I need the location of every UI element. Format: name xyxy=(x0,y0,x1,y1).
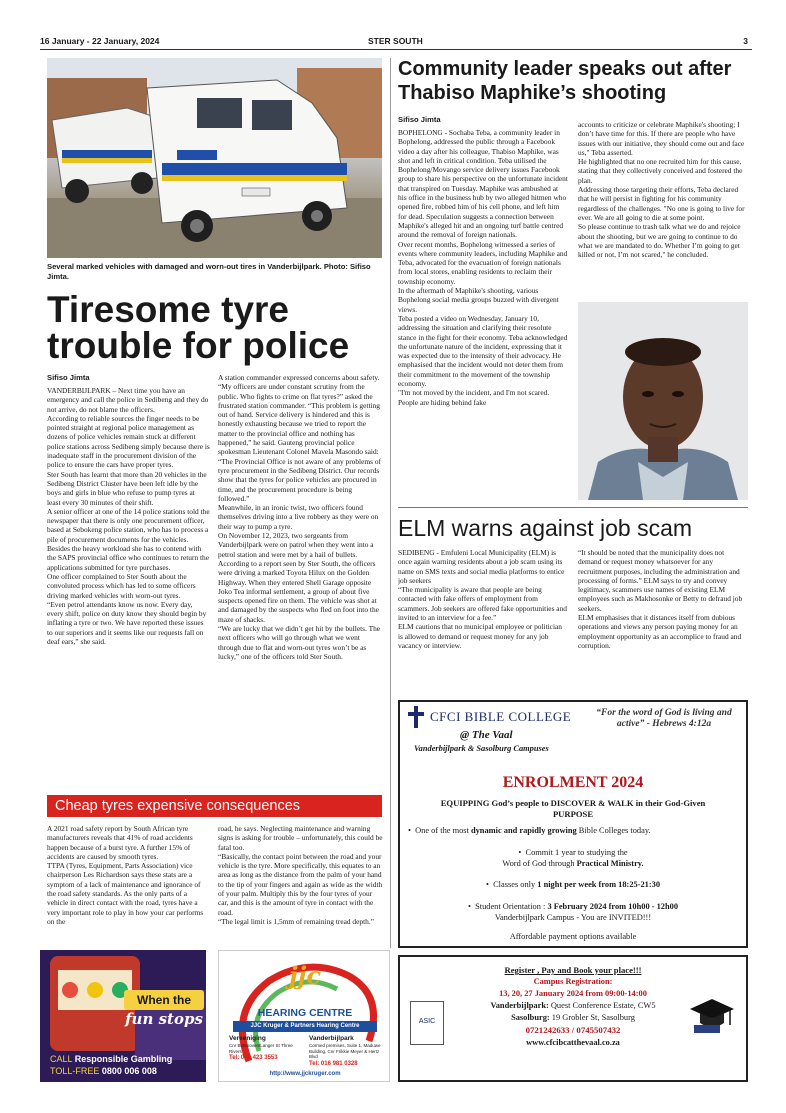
cheap-tyres-heading: Cheap tyres expensive consequences xyxy=(47,795,382,817)
call-label: CALL xyxy=(50,1054,73,1064)
bullet-3-pre: Classes only xyxy=(493,880,538,889)
community-byline: Sifiso Jimta xyxy=(398,115,441,124)
community-headline: Community leader speaks out after Thabiso Maphike’s shooting xyxy=(398,58,732,104)
responsible-gambling-ad xyxy=(40,950,206,1082)
tyre-story-col1: VANDERBIJLPARK – Next time you have an emergency and call the police in Sedibeng and they do not arrive, do not blame the officers. According to reliable sources the finger needs to be pointed straight at regional police management as dozens of police vehicles remain stuck at different police stations across Sedibeng simply because there is inadequate staff in the procurement division of the police to ensure the cars have proper tyres. Ster South has learnt that more than 20 vehicles in the Sedibeng District Cluster have been left idle by the boys and girls in blue who refuse to pump tyres at least every 30 minutes of their shift. A senior officer at one of the 14 police stations told the newspaper that there is only one procurement officer, based at Sebokeng police station, who has to process a pile of procurement documents for the vehicles. Besides the heavy workload she has to contend with the SAPS provincial office who continues to return the applications submitted for tyre purchases. One officer complained to Ster South about the convoluted process which has led to some officers driving marked vehicles with worn-out tyres. “Even petrol attendants know us now. Every day, every shift, police on duty know they should begin by inflating a tyre or two. We have reported these issues to our superiors and it seems like our requests fall on deaf ears,” she said. xyxy=(47,386,210,647)
portrait-illustration xyxy=(578,302,748,500)
tollfree-label: TOLL-FREE xyxy=(50,1066,100,1076)
college-name: CFCI BIBLE COLLEGE xyxy=(430,709,572,724)
orientation-invite: Vanderbijlpark Campus - You are INVITED!!! xyxy=(494,913,652,922)
tollfree-line xyxy=(50,1066,200,1076)
bullet-1-post: Bible Colleges today. xyxy=(576,826,651,835)
vanderbijlpark-title: Vanderbijlpark xyxy=(309,1035,354,1042)
vereeniging-title: Vereeniging xyxy=(229,1035,266,1042)
bullet-3-bold: 1 night per week from 18:25-21:30 xyxy=(537,880,661,889)
hearing-website[interactable]: http://www.jjckruger.com xyxy=(269,1071,341,1077)
elm-col1: SEDIBENG - Emfuleni Local Municipality (ELM) is once again warning residents about a job scam using its name on SMS texts and social media platforms to entice job seekers “The municipality is aware that people are being contacted with fake offers of employment from scammers. Job seekers are offered fake opportunities and invited to an interview for a fee.” ELM cautions that no municipal employee or politician is allowed to demand or request money for any job vacancy or interview. xyxy=(398,548,567,650)
bullet-1-bold: dynamic and rapidly growing xyxy=(470,826,577,835)
bullet-2-line2 xyxy=(400,859,746,868)
cheap-tyres-col2: road, he says. Neglecting maintenance and warning signs is asking for trouble – unfortunately, this could be fatal too. “Basically, the contact point between the road and your vehicle is the tyre. More specifically, this equates to an area as long as the distance from the palm of your hand to the tip of your fingers and again as wide as the width of your palm. Multiply this by the four tyres of your car, and this is the amount of tyre in contact with the road. “The legal limit is 1,5mm of remaining tread depth.” xyxy=(218,824,383,926)
enrolment-title: ENROLMENT 2024 xyxy=(502,774,644,791)
issue-date: 16 January - 22 January, 2024 xyxy=(40,36,160,46)
asic-seal: ASIC xyxy=(410,1001,444,1045)
vanderbijlpark-tel: Tel: 016 981 0328 xyxy=(309,1061,358,1067)
tyre-byline: Sifiso Jimta xyxy=(47,373,90,382)
when-the-label: When the xyxy=(124,990,204,1010)
college-place: @ The Vaal xyxy=(460,729,513,741)
elm-col2: “It should be noted that the municipality does not demand or request money whatsoever for any recruitment purposes, including the administration and processing of forms.” ELM says to try and convey legitimacy, scammers use names of existing ELM employees such as Makhosonke or Betty to defraud job seekers. ELM emphasises that it distances itself from dubious operations and views any person paying money for an employment opportunity as an accomplice to fraud and corruption. xyxy=(578,548,743,650)
teba-portrait xyxy=(578,302,748,500)
police-vehicles-illustration xyxy=(47,58,382,258)
graduation-cap-icon xyxy=(690,993,734,1037)
page-header xyxy=(40,36,752,50)
call-text: Responsible Gambling xyxy=(74,1054,173,1064)
call-line xyxy=(50,1054,200,1064)
bullet-2: • Commit 1 year to studying the xyxy=(518,848,628,857)
bullet-4: • Student Orientation : 3 February 2024 from 10h00 - 12h00 xyxy=(467,902,679,911)
bullet-2b-bold: Practical Ministry. xyxy=(576,859,644,868)
paper-name: STER SOUTH xyxy=(368,36,423,46)
column-divider xyxy=(390,58,391,948)
bullet-2b-pre: Word of God through xyxy=(502,859,577,868)
sasolburg-addr: 19 Grobler St, Sasolburg xyxy=(549,1013,635,1022)
vanderbijlpark-label: Vanderbijlpark: xyxy=(490,1001,549,1010)
sasolburg-label: Sasolburg: xyxy=(511,1013,550,1022)
tyre-story-col2: A station commander expressed concerns about safety. “My officers are under constant scrutiny from the public. Who fights to crime on flat tyres?” asked the frustrated station commander. “This problem is getting out of hand. Service delivery is hindered and this is honestly exhausting because we tried to report the matter to the provincial office and nothing has happened,” he said. Gauteng provincial police spokesman Lieutenant Colonel Mavela Masondo said: “The Provincial Office is not aware of any problems of tyre procurement in the Sedibeng District. Our records show that the tyres for police vehicles are procured in time, and the procurement procedure is being followed.” Meanwhile, in an ironic twist, two officers found themselves driving into a live robbery as they were on their way to pump a tyre. On November 12, 2023, two sergeants from Vanderbijlpark were on patrol when they went into a petrol station and were met by a hail of bullets. According to a report seen by Ster South, the officers were driving a marked Toyota Hilux on the Golden Highway. When they entered Shell Garage opposite Joko Tea informal settlement, a group of about five suspects opened fire on them. The vehicle was shot at and damaged by the suspects who fled on foot into the maze of shacks. “We are lucky that we didn’t get hit by the bullets. The next officers who will go through what we went through due to flat and worn-out tyres won’t be as lucky,” one of the officers told Ster South. xyxy=(218,373,382,661)
register-line: Register , Pay and Book your place!!! xyxy=(504,965,642,975)
bullet-1: • One of the most dynamic and rapidly growing Bible Colleges today. xyxy=(408,826,651,835)
college-registration-ad xyxy=(398,955,748,1082)
college-name-row xyxy=(406,706,576,730)
police-vehicles-photo xyxy=(47,58,382,258)
tollfree-number: 0800 006 008 xyxy=(101,1066,157,1076)
photo-caption: Several marked vehicles with damaged and worn-out tires in Vanderbijlpark. Photo: Sifiso Jimta. xyxy=(47,262,371,281)
hearing-subtitle: JJC Kruger & Partners Hearing Centre xyxy=(233,1021,377,1032)
bullet-3: • Classes only 1 night per week from 18:25-21:30 xyxy=(485,880,661,889)
bullet-4-pre: Student Orientation : xyxy=(475,902,548,911)
bullet-1-pre: One of the most xyxy=(415,826,471,835)
fun-stops-label: fun stops xyxy=(125,1010,203,1028)
registration-dates: 13, 20, 27 January 2024 from 09:00-14:00 xyxy=(499,989,647,998)
college-tagline: EQUIPPING God’s people to DISCOVER & WALK in their God-Given PURPOSE xyxy=(440,798,706,819)
cheap-tyres-col1: A 2021 road safety report by South African tyre manufacturers reveals that 41% of road accidents happen because of a burst tyre. A further 15% of accidents are caused by smooth tyres. TTPA (Tyres, Equipment, Parts Association) vice chairperson Les Richardson says these stats are a symptom of a lack of maintenance and ignorance of the road safety standards. As the only parts of a vehicle in direct contact with the road, tyres have a very important role to play in how your car performs on the xyxy=(47,824,204,926)
community-col2: accounts to criticize or celebrate Maphike's shooting; I don’t have time for this. If there are people who have issues with our initiative, they should come out and face us," Teba asserted. He highlighted that no one recruited him for this cause, stating that they collectively conceived and fostered the plan. Addressing those targeting their efforts, Teba declared that he will persist in fighting for his community regardless of the challenges. "No one is going to live for ever. We are all going to die at some point. So please continue to trash talk what we do and rejoice about the shooting, but we are going to continue to do what we are mandated to do. Whether I’m going to get killed or not, I’m not scared," he concluded. xyxy=(578,120,745,260)
elm-headline: ELM warns against job scam xyxy=(398,515,693,541)
bullet-2a: Commit 1 year to studying the xyxy=(525,848,628,857)
college-phones: 0721242633 / 0745507432 xyxy=(525,1025,621,1035)
college-ad xyxy=(398,700,748,948)
vereeniging-address: Cnr Beethoven/Langer St Three Rivers xyxy=(229,1043,293,1054)
tyre-headline: Tiresome tyre trouble for police xyxy=(47,289,350,366)
hearing-centre-ad xyxy=(218,950,390,1082)
affordable-note: Affordable payment options available xyxy=(509,932,637,941)
hearing-title: HEARING CENTRE xyxy=(257,1007,353,1019)
section-divider xyxy=(398,507,748,508)
college-website: www.cfcibcatthevaal.co.za xyxy=(526,1038,620,1047)
page-number: 3 xyxy=(743,36,748,46)
college-verse: “For the word of God is living and active” - Hebrews 4:12a xyxy=(596,708,732,729)
vanderbijlpark-hearing-address: Cormed premises, Suite 1, Maduwe Building, Cnr Frikkie Meyer & Hertz Blvd xyxy=(309,1043,381,1059)
college-campuses: Vanderbijlpark & Sasolburg Campuses xyxy=(414,744,549,753)
bullet-4-bold: 3 February 2024 from 10h00 - 12h00 xyxy=(547,902,679,911)
registration-title: Campus Registration: xyxy=(533,977,613,986)
community-col1: BOPHELONG - Sochaba Teba, a community leader in Bophelong, addressed the public through a Facebook video a day after his colleague, Thabiso Maphike, was shot and left in critical condition. Teba utilised the Bophelong/Movango service delivery issues Facebook group to share his perspective on the unfortunate incident that transpired on Tuesday. Maphike was ambushed at his office in the business hub by two alleged hitmen who opened fire, robbed him of his cell phone, and left him for dead. Speculation suggests a connection between Maphike's alleged hit and an ongoing turf battle centred around the removal of foreign nationals. Over recent months, Bophelong witnessed a series of events where community leaders, including Maphike and Teba, advocated for the evacuation of foreign nationals from local stores, enabling residents to reclaim their township economy. In the aftermath of Maphike's shooting, various Bophelong social media groups buzzed with divergent views. Teba posted a video on Wednesday, January 10, addressing the situation and clarifying their resolute stance in the fight for their economy. Teba acknowledged the unfortunate nature of the incident, expressing that it was expected due to the intensity of their advocacy. He emphasised that the incident would not deter them from their commitment to the movement of the township economy. "I'm not moved by the incident, and I'm not scared. People are hiding behind fake xyxy=(398,128,568,407)
cross-icon xyxy=(406,706,426,728)
jjc-logo: jjc xyxy=(289,961,321,990)
vanderbijlpark-addr: Quest Conference Estate, CW5 xyxy=(548,1001,656,1010)
vereeniging-tel: Tel: 016 423 3553 xyxy=(229,1055,278,1061)
